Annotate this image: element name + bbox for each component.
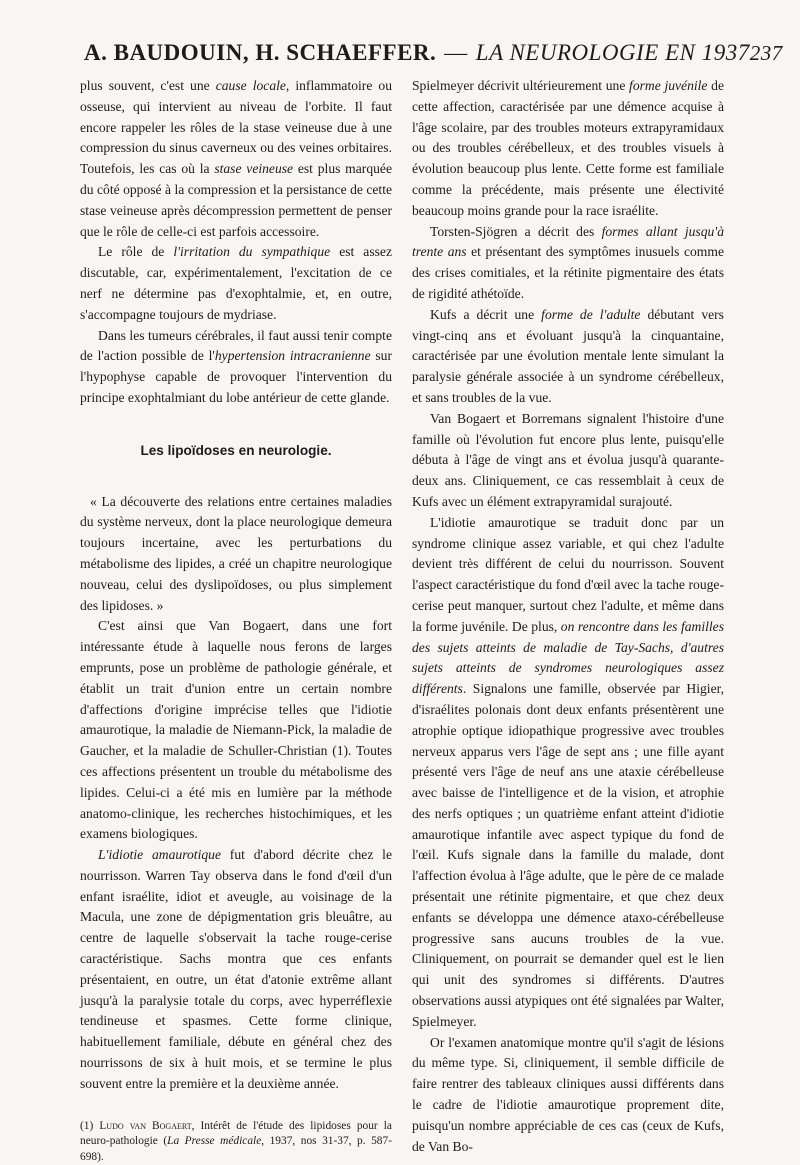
- header-authors: A. BAUDOUIN, H. SCHAEFFER.: [84, 40, 437, 65]
- text: , 1937, nos 31-37, p. 587-698).: [80, 1135, 392, 1163]
- text: sur l'hypophyse capable de provoquer l'intervention du principe exophtalmiant du lobe antérieur de cette glande.: [80, 348, 392, 405]
- text: . Signalons une famille, observée par Higier, d'israélites polonais dont deux enfants présentèrent une atrophie optique idiopathique progressive avec troubles nerveux apparus vers l'âge de sept ans ; une fille ayant présenté vers l'âge de neuf ans une ataxie cérébelleuse avec baisse de l'intelligence et de la vision, et atrophie des nerfs optiques ; un quatrième enfant atteint d'idiotie amaurotique infantile avec aspect typique du fond de l'œil. Kufs signale dans la famille du malade, dont l'affection évolua à l'âge adulte, que le père de ce malade présentait une rétinite pigmentaire, et que chez deux enfants se développa une démence ataxo-cérébelleuse progressive sans aucuns troubles de la vue. Cliniquement, on pourrait se demander quel est le lien qui unit des syndromes si différents. D'autres observations aussi atypiques ont été signalées par Walter, Spielmeyer.: [412, 681, 724, 1029]
- emphasis: cause locale: [215, 78, 286, 93]
- emphasis: forme juvénile: [629, 78, 708, 93]
- text: et présentant des symptômes inusuels comme des crises comitiales, et la rétinite pigmentaire des états de rigidité athétoïde.: [412, 244, 724, 301]
- section-heading: Les lipoïdoses en neurologie.: [140, 442, 332, 458]
- header-title: LA NEUROLOGIE EN 1937: [475, 40, 750, 65]
- text: est assez discutable, car, expérimentalement, l'excitation de ce nerf ne détermine pas d'exophtalmie, et, en outre, s'accompagne toujours de mydriase.: [80, 244, 392, 322]
- text: de cette affection, caractérisée par une démence acquise à l'âge scolaire, par des troubles moteurs extrapyramidaux ou des troubles cérébelleux, et des troubles visuels à évolution beaucoup plus lente. Cette forme est familiale comme la précédente, mais présente une électivité beaucoup moins grande pour la race israélite.: [412, 78, 724, 218]
- emphasis: forme de l'adulte: [541, 306, 641, 322]
- paragraph: [412, 222, 724, 305]
- paragraph: [412, 513, 724, 1033]
- emphasis: L'idiotie amaurotique: [98, 847, 221, 863]
- emphasis: on rencontre dans les familles des sujets atteints de maladie de Tay-Sachs, d'autres sujets atteints de syndromes neurologiques assez différents: [412, 618, 724, 697]
- emphasis: l'irritation du sympathique: [173, 244, 331, 260]
- text: fut d'abord décrite chez le nourrisson. Warren Tay observa dans le fond d'œil d'un enfant israélite, idiot et aveugle, au voisinage de la Macula, une zone de dépigmentation gris bleuâtre, au centre de laquelle s'observait la tache rouge-cerise caractéristique. Sachs montra que ces enfants présentaient, en outre, un état d'atonie extrême allant jusqu'à la paralysie totale du corps, avec hyperréflexie tendineuse et spasmes. Cette forme clinique, habituellement familiale, débute en général chez des nourrissons de six à huit mois, et se termine le plus souvent entre la première et la deuxième année.: [80, 847, 392, 1091]
- right-column: [412, 76, 724, 1157]
- text: Spielmeyer décrivit ultérieurement une: [412, 78, 630, 93]
- text: Le rôle de: [98, 244, 174, 260]
- paragraph: [412, 76, 724, 222]
- text: plus souvent, c'est une: [80, 78, 216, 93]
- footnote-journal: La Presse médicale: [167, 1135, 262, 1148]
- paragraph: [80, 76, 392, 242]
- text: L'idiotie amaurotique se traduit donc par un syndrome clinique assez variable, et qui chez l'adulte devient très différent de celui du nourrisson. Souvent l'aspect caractéristique du fond d'œil avec la tache rouge-cerise peut manquer, surtout chez l'adulte, et même dans la forme juvénile. De plus,: [412, 514, 724, 634]
- paragraph: Van Bogaert et Borremans signalent l'histoire d'une famille où l'évolution fut encore plus lente, puisqu'elle débuta à l'âge de vingt ans et évolua jusqu'à quarante-deux ans. Cliniquement, ce cas ressemblait à ceux de Kufs avec un élément extrapyramidal surajouté.: [412, 410, 724, 509]
- text: Torsten-Sjögren a décrit des: [430, 223, 602, 239]
- paragraph: [80, 242, 392, 325]
- footnote: [80, 1119, 392, 1165]
- text: , inflammatoire ou osseuse, qui intervient au niveau de l'orbite. Il faut encore rappeler les rôles de la stase veineuse due à une compression du sinus caverneux ou des veines orbitaires. Toutefois, les cas où la: [80, 78, 392, 177]
- paragraph: [80, 326, 392, 409]
- emphasis: formes allant jusqu'à trente ans: [412, 223, 724, 260]
- running-header: [84, 40, 783, 66]
- text: Dans les tumeurs cérébrales, il faut aussi tenir compte de l'action possible de l': [80, 327, 392, 364]
- text: , Intérêt de l'étude des lipidoses pour la neuro-pathologie (: [80, 1119, 392, 1148]
- footnote-marker: (1): [80, 1119, 100, 1132]
- left-column: [80, 76, 392, 1165]
- quotation: « La découverte des relations entre certaines maladies du système nerveux, dont la place neurologique demeura toujours incertaine, avec les perturbations du métabolisme des lipides, a créé un chapitre neurologique nouveau, celui des dyslipoïdoses, ou plus simplement des lipidoses. »: [80, 493, 392, 613]
- emphasis: stase veineuse: [214, 161, 294, 177]
- text: est plus marquée du côté opposé à la compression et la persistance de cette stase veineuse après décompression permettent de penser que le rôle de celle-ci est parfois accessoire.: [80, 161, 392, 239]
- footnote-author: Ludo van Bogaert: [99, 1119, 192, 1132]
- text: débutant vers vingt-cinq ans et évoluant jusqu'à la cinquantaine, caractérisée par une évolution mentale lente simulant la paralysie générale associée à un syndrome cérébelleux, et sans troubles de la vue.: [412, 306, 724, 405]
- emphasis: hypertension intracranienne: [214, 348, 371, 364]
- header-separator: —: [444, 40, 468, 65]
- text: Kufs a décrit une: [430, 306, 542, 322]
- paragraph: [80, 845, 392, 1095]
- paragraph: [412, 305, 724, 409]
- paragraph: Or l'examen anatomique montre qu'il s'agit de lésions du même type. Si, cliniquement, il semble difficile de faire rentrer des tableaux cliniques aussi différents dans le cadre de l'idiotie amaurotique proprement dite, puisqu'un nombre appréciable de ces cas (ceux de Kufs, de Van Bo-: [412, 1034, 724, 1154]
- paragraph: C'est ainsi que Van Bogaert, dans une fort intéressante étude à laquelle nous ferons de larges emprunts, pose un problème de pathologie générale, et établit un trait d'union entre un certain nombre d'affections d'origine imprécise telles que l'idiotie amaurotique, la maladie de Niemann-Pick, la maladie de Gaucher, et la maladie de Schuller-Christian (1). Toutes ces affections présentent un trouble du métabolisme des lipides. Celui-ci a été mis en lumière par la méthode anatomo-clinique, les recherches histochimiques, et les examens biologiques.: [80, 618, 392, 842]
- page-number: 237: [749, 41, 783, 65]
